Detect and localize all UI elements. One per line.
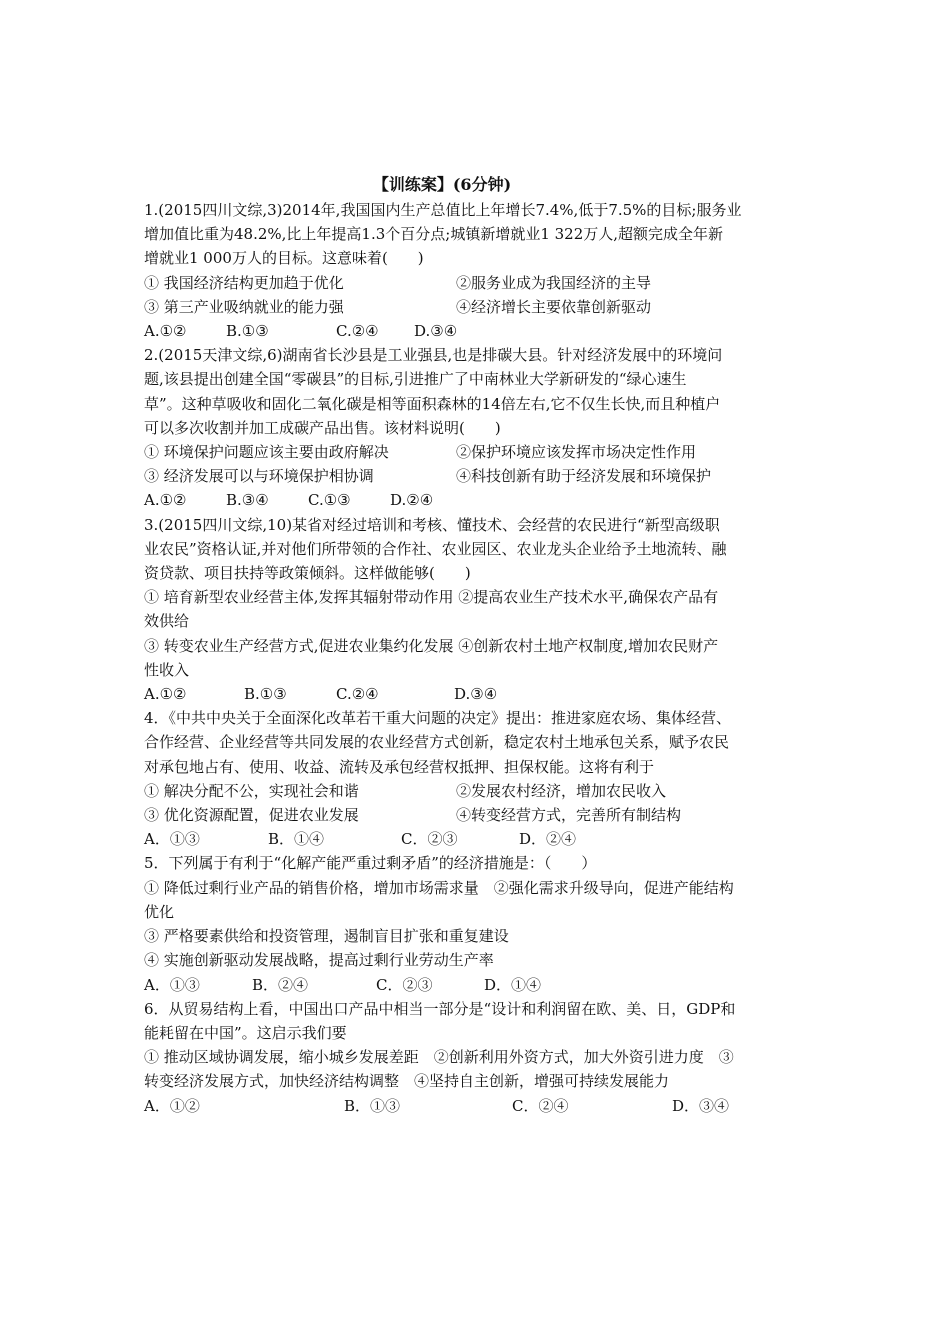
option-a: A．①② — [144, 1096, 200, 1115]
question-2-stem-line: 题,该县提出创建全国“零碳县”的目标,引进推广了中南林业大学新研发的“绿心速生 — [144, 370, 687, 389]
question-3-statement-line: 效供给 — [144, 612, 190, 631]
question-5-stem-line: 5．下列属于有利于“化解产能严重过剩矛盾”的经济措施是：（ ） — [144, 854, 597, 873]
question-3-statement-line: ③ 转变农业生产经营方式,促进农业集约化发展 ④创新农村土地产权制度,增加农民财产 — [144, 636, 719, 655]
question-2-statements-row — [144, 440, 810, 464]
question-3-stem-line: 资贷款、项目扶持等政策倾斜。这样做能够( ) — [144, 564, 471, 583]
question-2-stem-line: 2.(2015天津文综,6)湖南省长沙县是工业强县,也是排碳大县。针对经济发展中的环境问 — [144, 346, 723, 365]
option-b: B．②④ — [252, 975, 309, 994]
question-3-stem-line: 3.(2015四川文综,10)某省对经过培训和考核、懂技术、会经营的农民进行“新型高级职 — [144, 515, 720, 534]
question-4-statement-2: ②发展农村经济，增加农民收入 — [456, 781, 667, 800]
option-b: B.①③ — [244, 685, 287, 704]
option-a: A.①② — [144, 685, 187, 704]
option-b: B．①③ — [344, 1096, 401, 1115]
question-1-statement-3: ③ 第三产业吸纳就业的能力强 — [144, 297, 344, 316]
question-4-statement-4: ④转变经营方式，完善所有制结构 — [456, 806, 682, 825]
question-3-options — [144, 682, 810, 706]
question-2-options — [144, 488, 810, 512]
option-a: A．①③ — [144, 830, 200, 849]
question-1-statement-4: ④经济增长主要依靠创新驱动 — [456, 297, 652, 316]
option-d: D.②④ — [390, 491, 434, 510]
question-5-statement-3: ③ 严格要素供给和投资管理，遏制盲目扩张和重复建设 — [144, 927, 509, 946]
question-3-statement-line: 性收入 — [144, 660, 190, 679]
question-5-statement-4: ④ 实施创新驱动发展战略，提高过剩行业劳动生产率 — [144, 951, 494, 970]
question-4-stem-line: 4．《中共中央关于全面深化改革若干重大问题的决定》提出：推进家庭农场、集体经营、 — [144, 709, 732, 728]
question-6-options — [144, 1094, 810, 1118]
exercise-page — [144, 174, 810, 1118]
question-1-statement-1: ① 我国经济结构更加趋于优化 — [144, 273, 344, 292]
question-4-stem-line: 对承包地占有、使用、收益、流转及承包经营权抵押、担保权能。这将有利于 — [144, 757, 655, 776]
question-1-stem-line: 增加值比重为48.2%,比上年提高1.3个百分点;城镇新增就业1 322万人,超额完成全年新 — [144, 225, 724, 244]
question-1-statements-row — [144, 271, 810, 295]
option-d: D.③④ — [454, 685, 498, 704]
question-3-statement-line: ① 培育新型农业经营主体,发挥其辐射带动作用 ②提高农业生产技术水平,确保农产品有 — [144, 588, 719, 607]
question-3 — [144, 513, 810, 707]
question-2-statement-2: ②保护环境应该发挥市场决定性作用 — [456, 443, 697, 462]
question-2-statements-row — [144, 464, 810, 488]
section-title: 【训练案】(6分钟) — [372, 175, 512, 194]
question-3-stem-line: 业农民”资格认证,并对他们所带领的合作社、农业园区、农业龙头企业给予土地流转、融 — [144, 539, 727, 558]
question-1-options — [144, 319, 810, 343]
option-c: C.②④ — [336, 322, 379, 341]
question-5-options — [144, 973, 810, 997]
option-d: D.③④ — [414, 322, 458, 341]
option-d: D．①④ — [484, 975, 542, 994]
question-2-stem-line: 草”。这种草吸收和固化二氧化碳是相等面积森林的14倍左右,它不仅生长快,而且种植户 — [144, 394, 721, 413]
option-d: D．③④ — [672, 1096, 730, 1115]
question-6 — [144, 997, 810, 1118]
option-c: C．②③ — [376, 975, 433, 994]
question-4-options — [144, 827, 810, 851]
question-6-statement-line: 转变经济发展方式，加快经济结构调整 ④坚持自主创新，增强可持续发展能力 — [144, 1072, 670, 1091]
question-1-stem-line: 增就业1 000万人的目标。这意味着( ) — [144, 249, 424, 268]
question-1-statements-row — [144, 295, 810, 319]
question-2 — [144, 343, 810, 512]
question-5-statement-line: 优化 — [144, 902, 175, 921]
question-4-statements-row — [144, 779, 810, 803]
question-2-statement-3: ③ 经济发展可以与环境保护相协调 — [144, 467, 374, 486]
question-4-statements-row — [144, 803, 810, 827]
option-c: C.②④ — [336, 685, 379, 704]
question-2-statement-1: ① 环境保护问题应该主要由政府解决 — [144, 443, 389, 462]
question-5 — [144, 851, 810, 996]
question-1 — [144, 198, 810, 343]
question-4-statement-1: ① 解决分配不公，实现社会和谐 — [144, 781, 359, 800]
question-4 — [144, 706, 810, 851]
question-2-statement-4: ④科技创新有助于经济发展和环境保护 — [456, 467, 712, 486]
option-c: C.①③ — [308, 491, 351, 510]
option-c: C．②③ — [401, 830, 458, 849]
option-a: A．①③ — [144, 975, 200, 994]
option-b: B.③④ — [226, 491, 269, 510]
question-6-stem-line: 6．从贸易结构上看，中国出口产品中相当一部分是“设计和利润留在欧、美、日，GDP和 — [144, 999, 736, 1018]
question-4-stem-line: 合作经营、企业经营等共同发展的农业经营方式创新，稳定农村土地承包关系，赋予农民 — [144, 733, 730, 752]
option-a: A.①② — [144, 491, 187, 510]
question-4-statement-3: ③ 优化资源配置，促进农业发展 — [144, 806, 359, 825]
option-c: C．②④ — [512, 1096, 569, 1115]
question-2-stem-line: 可以多次收割并加工成碳产品出售。该材料说明( ) — [144, 418, 501, 437]
option-b: B.①③ — [226, 322, 269, 341]
question-5-statement-line: ① 降低过剩行业产品的销售价格，增加市场需求量 ②强化需求升级导向，促进产能结构 — [144, 878, 734, 897]
question-1-statement-2: ②服务业成为我国经济的主导 — [456, 273, 652, 292]
option-b: B．①④ — [268, 830, 325, 849]
option-d: D．②④ — [519, 830, 577, 849]
question-1-stem-line: 1.(2015四川文综,3)2014年,我国国内生产总值比上年增长7.4%,低于7.5%的目标;服务业 — [144, 201, 742, 219]
question-6-statement-line: ① 推动区域协调发展，缩小城乡发展差距 ②创新利用外资方式，加大外资引进力度 ③ — [144, 1048, 734, 1067]
question-6-stem-line: 能耗留在中国”。这启示我们要 — [144, 1023, 347, 1042]
option-a: A.①② — [144, 322, 187, 341]
